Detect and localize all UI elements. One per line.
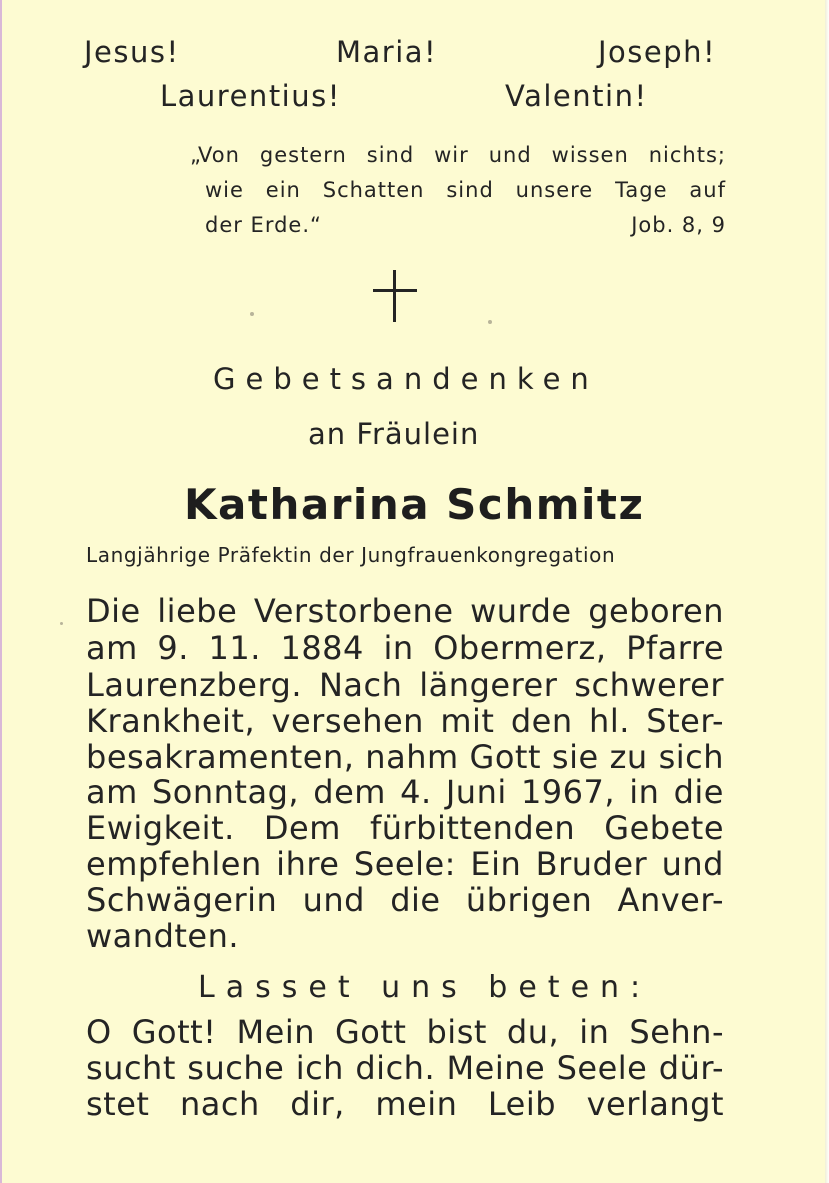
paper-speck — [250, 312, 254, 316]
scripture-line-3: der Erde.“ — [205, 213, 322, 237]
invocation-joseph: Joseph! — [598, 35, 717, 69]
deceased-name: Katharina Schmitz — [184, 480, 645, 529]
biography-line-3: Laurenzberg. Nach längerer schwerer — [86, 666, 724, 704]
invocation-valentin: Valentin! — [505, 79, 648, 113]
prayer-line-2: sucht suche ich dich. Meine Seele dür- — [86, 1049, 724, 1087]
biography-line-2: am 9. 11. 1884 in Obermerz, Pfarre — [86, 629, 724, 667]
biography-line-8: empfehlen ihre Seele: Ein Bruder und — [86, 845, 724, 883]
biography-line-1: Die liebe Verstorbene wurde geboren — [86, 592, 724, 630]
card-right-edge — [825, 0, 829, 1183]
scripture-line-2: wie ein Schatten sind unsere Tage auf — [205, 178, 726, 202]
biography-line-10: wandten. — [86, 917, 240, 955]
invocation-jesus: Jesus! — [84, 35, 180, 69]
card-left-edge — [0, 0, 2, 1183]
prayer-line-1: O Gott! Mein Gott bist du, in Sehn- — [86, 1013, 724, 1051]
biography-line-5: besakramenten, nahm Gott sie zu sich — [86, 738, 724, 776]
cross-icon — [373, 270, 417, 322]
scripture-line-1: „Von gestern sind wir und wissen nichts; — [190, 143, 726, 167]
paper-speck — [60, 622, 63, 625]
paper-speck — [488, 320, 492, 324]
prayer-heading: Lasset uns beten: — [198, 970, 652, 1005]
scripture-reference: Job. 8, 9 — [631, 213, 726, 237]
prayer-line-3: stet nach dir, mein Leib verlangt — [86, 1085, 724, 1123]
invocation-laurentius: Laurentius! — [160, 79, 341, 113]
biography-line-7: Ewigkeit. Dem fürbittenden Gebete — [86, 809, 724, 847]
biography-line-9: Schwägerin und die übrigen Anver- — [86, 881, 724, 919]
salutation: an Fräulein — [308, 417, 480, 451]
memorial-heading: Gebetsandenken — [213, 362, 599, 396]
biography-line-6: am Sonntag, dem 4. Juni 1967, in die — [86, 773, 724, 811]
invocation-maria: Maria! — [336, 35, 438, 69]
biography-line-4: Krankheit, versehen mit den hl. Ster- — [86, 702, 724, 740]
deceased-role: Langjährige Präfektin der Jungfrauenkongregation — [86, 543, 616, 567]
